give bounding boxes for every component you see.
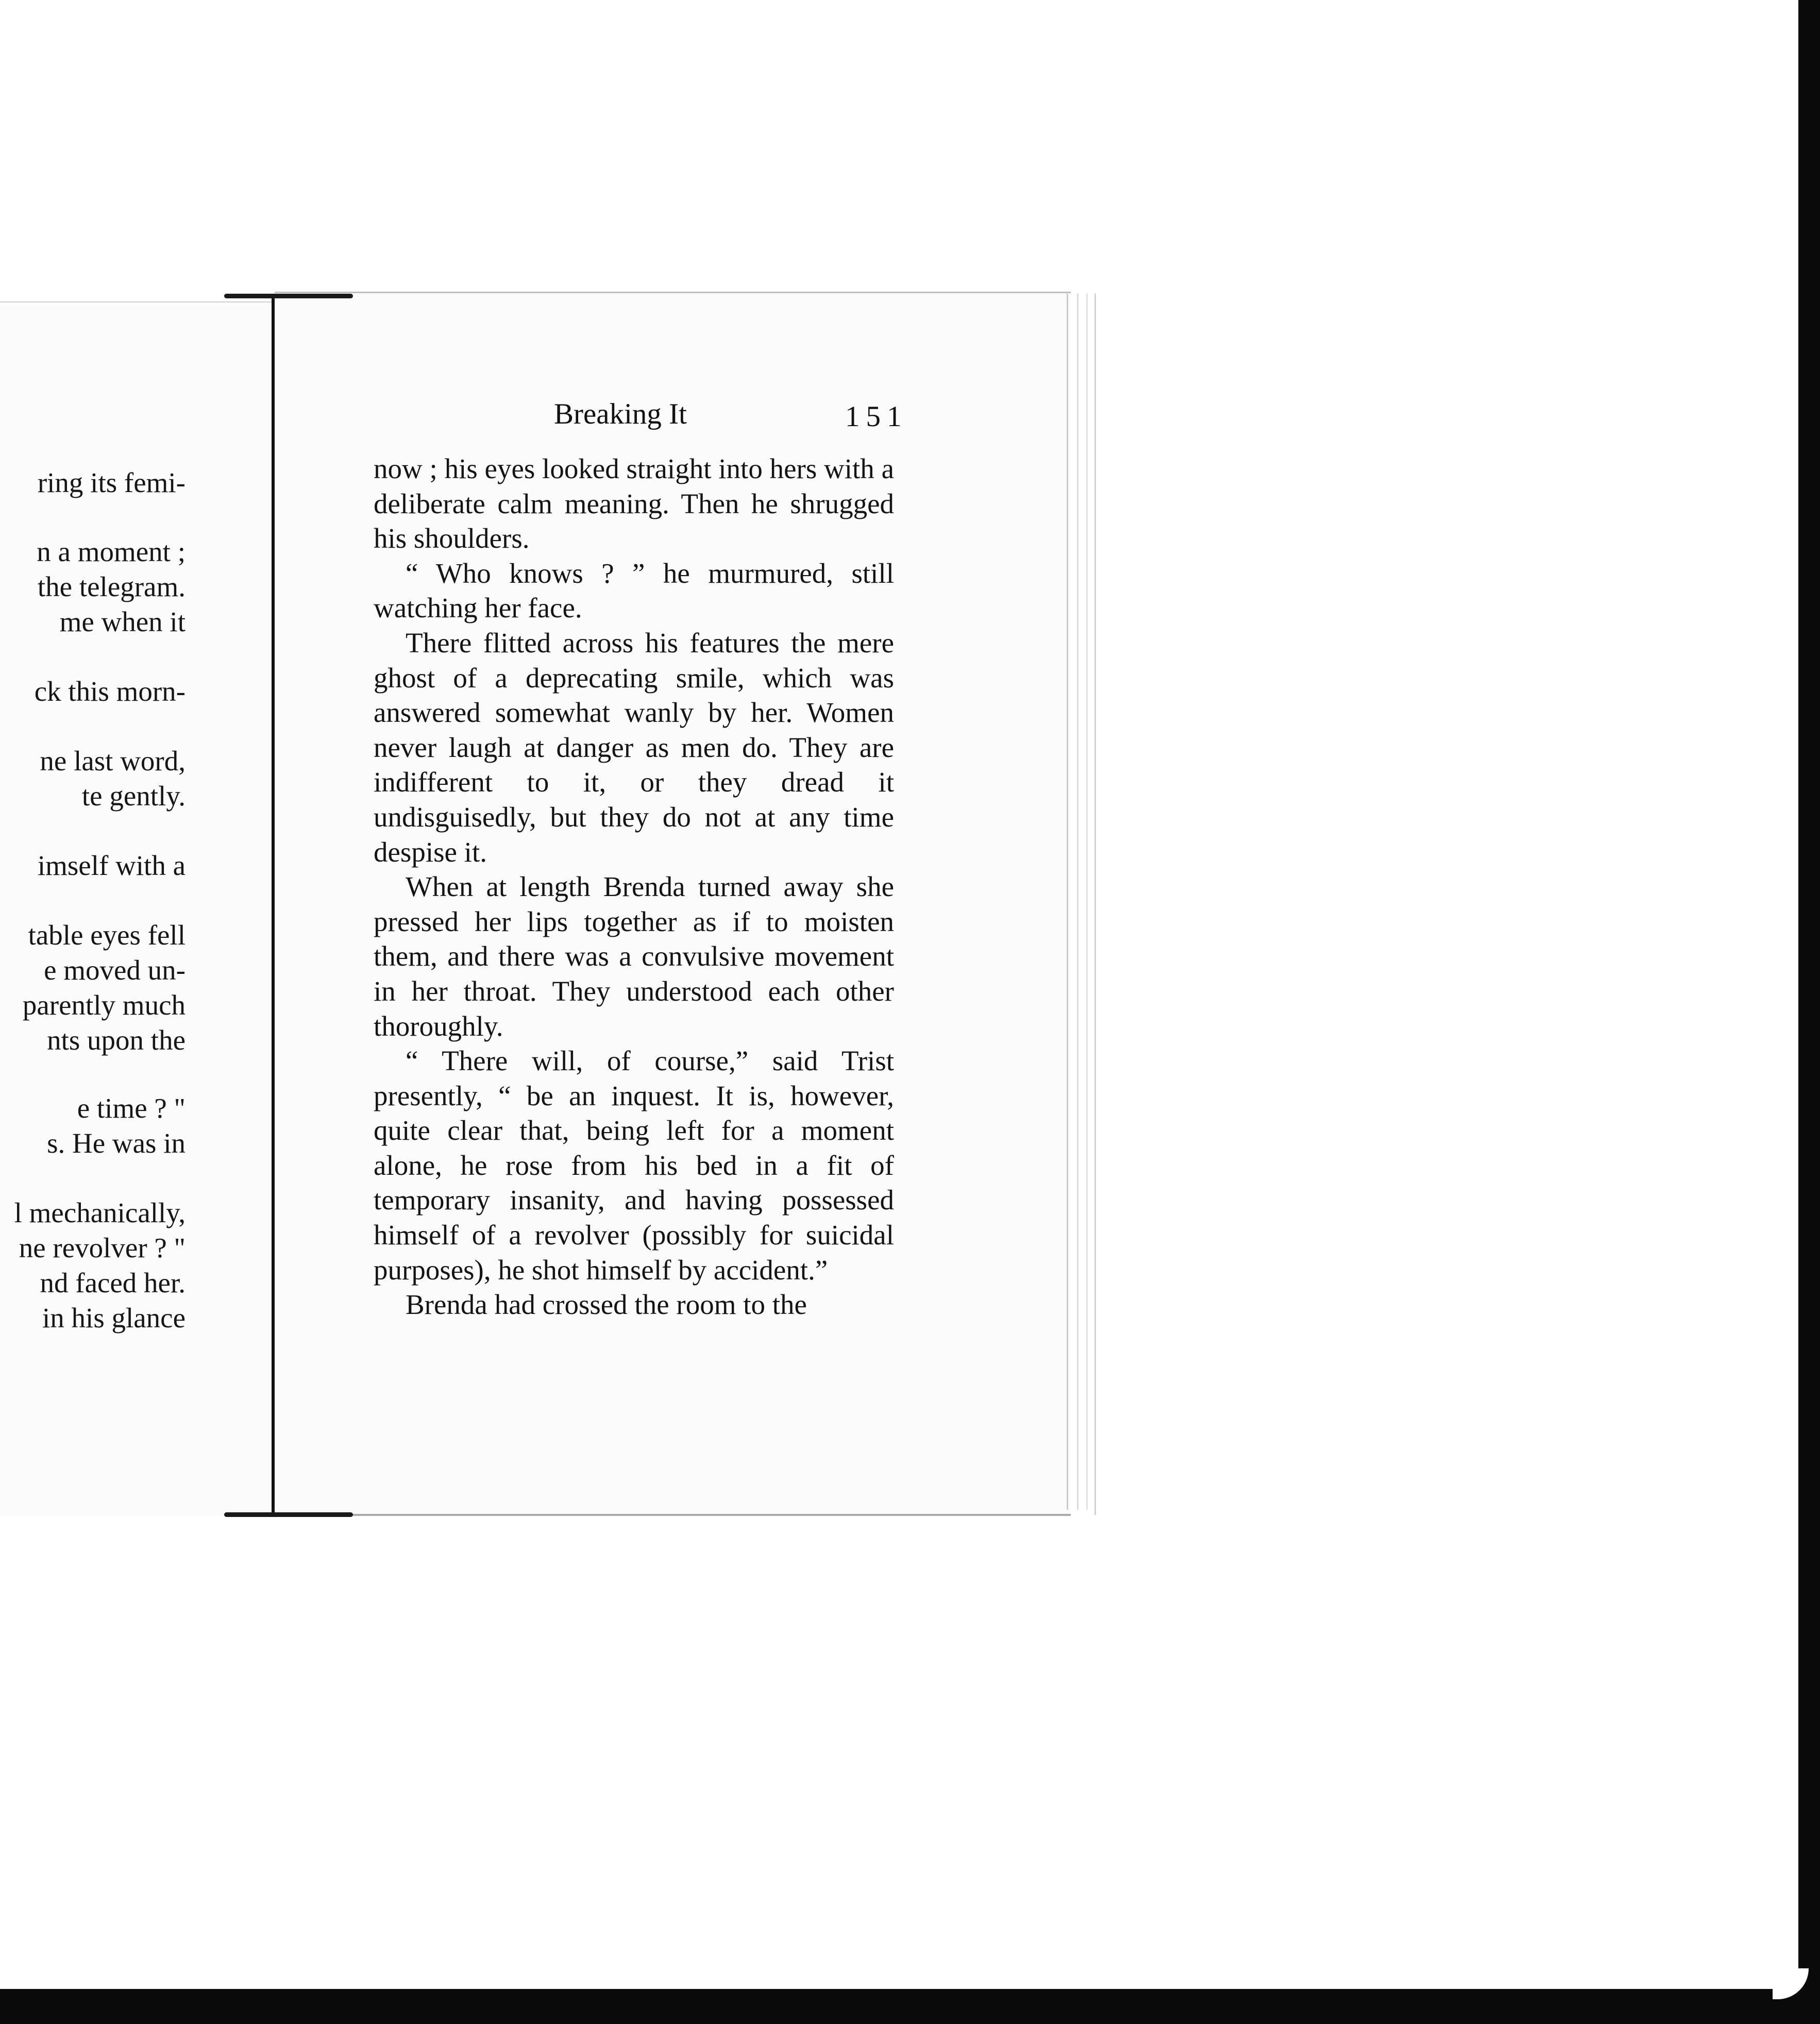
paragraph: Brenda had crossed the room to the [406, 1289, 807, 1321]
running-head: Breaking It [554, 398, 687, 430]
left-page [0, 301, 281, 1516]
scan-frame-right [1798, 0, 1820, 2024]
left-page-line: me when it [59, 606, 186, 637]
binding-bottom-edge [224, 1512, 353, 1517]
left-page-line: parently much [22, 989, 186, 1021]
page-edge [1077, 294, 1078, 1510]
left-page-line: n a moment ; [37, 536, 186, 567]
page-edge [1067, 294, 1068, 1510]
left-page-line: imself with a [37, 850, 186, 881]
left-page-line: e moved un- [44, 954, 186, 986]
left-page-line: te gently. [81, 780, 186, 812]
binding-top-edge [224, 294, 353, 298]
left-page-line: s. He was in [47, 1127, 186, 1159]
left-page-line: in his glance [42, 1302, 186, 1334]
left-page-line: ring its femi- [37, 467, 186, 498]
left-page-line: ck this morn- [34, 676, 186, 707]
paragraph: “ There will, of course,” said Trist presently, “ be an inquest. It is, however, quite clear that, being left for a moment alone, he rose from his bed in a fit of temporary insanity, and having possessed himself of a revolver (possibly for suicidal purposes), he shot himself by accident.” [374, 1045, 894, 1286]
left-page-line: ne last word, [40, 745, 186, 777]
left-page-line: e time ? " [77, 1092, 186, 1124]
page-number: 151 [845, 400, 908, 433]
page-edge [1094, 294, 1096, 1515]
scan-frame-bottom [0, 1989, 1820, 2024]
left-page-line: nd faced her. [40, 1267, 186, 1298]
paragraph: now ; his eyes looked straight into hers with a deliberate calm meaning. Then he shrugged his shoulders. [374, 453, 894, 554]
body-text [374, 451, 894, 1322]
book-binding [272, 298, 275, 1515]
left-page-line: ne revolver ? " [19, 1232, 186, 1263]
paragraph: “ Who knows ? ” he murmured, still watching her face. [374, 557, 894, 624]
left-page-line: nts upon the [47, 1024, 186, 1056]
paragraph: When at length Brenda turned away she pressed her lips together as if to moisten them, and there was a convulsive movement in her throat. They understood each other thoroughly. [374, 871, 894, 1042]
left-page-line: l mechanically, [14, 1197, 186, 1228]
left-page-line: the telegram. [37, 571, 186, 602]
paragraph: There flitted across his features the mere ghost of a deprecating smile, which was answered somewhat wanly by her. Women never laugh at danger as men do. They are indifferent to it, or they dread it undisguisedly, but they do not at any time despise it. [374, 627, 894, 868]
page-edge [1086, 294, 1088, 1510]
left-page-line: table eyes fell [28, 919, 186, 951]
